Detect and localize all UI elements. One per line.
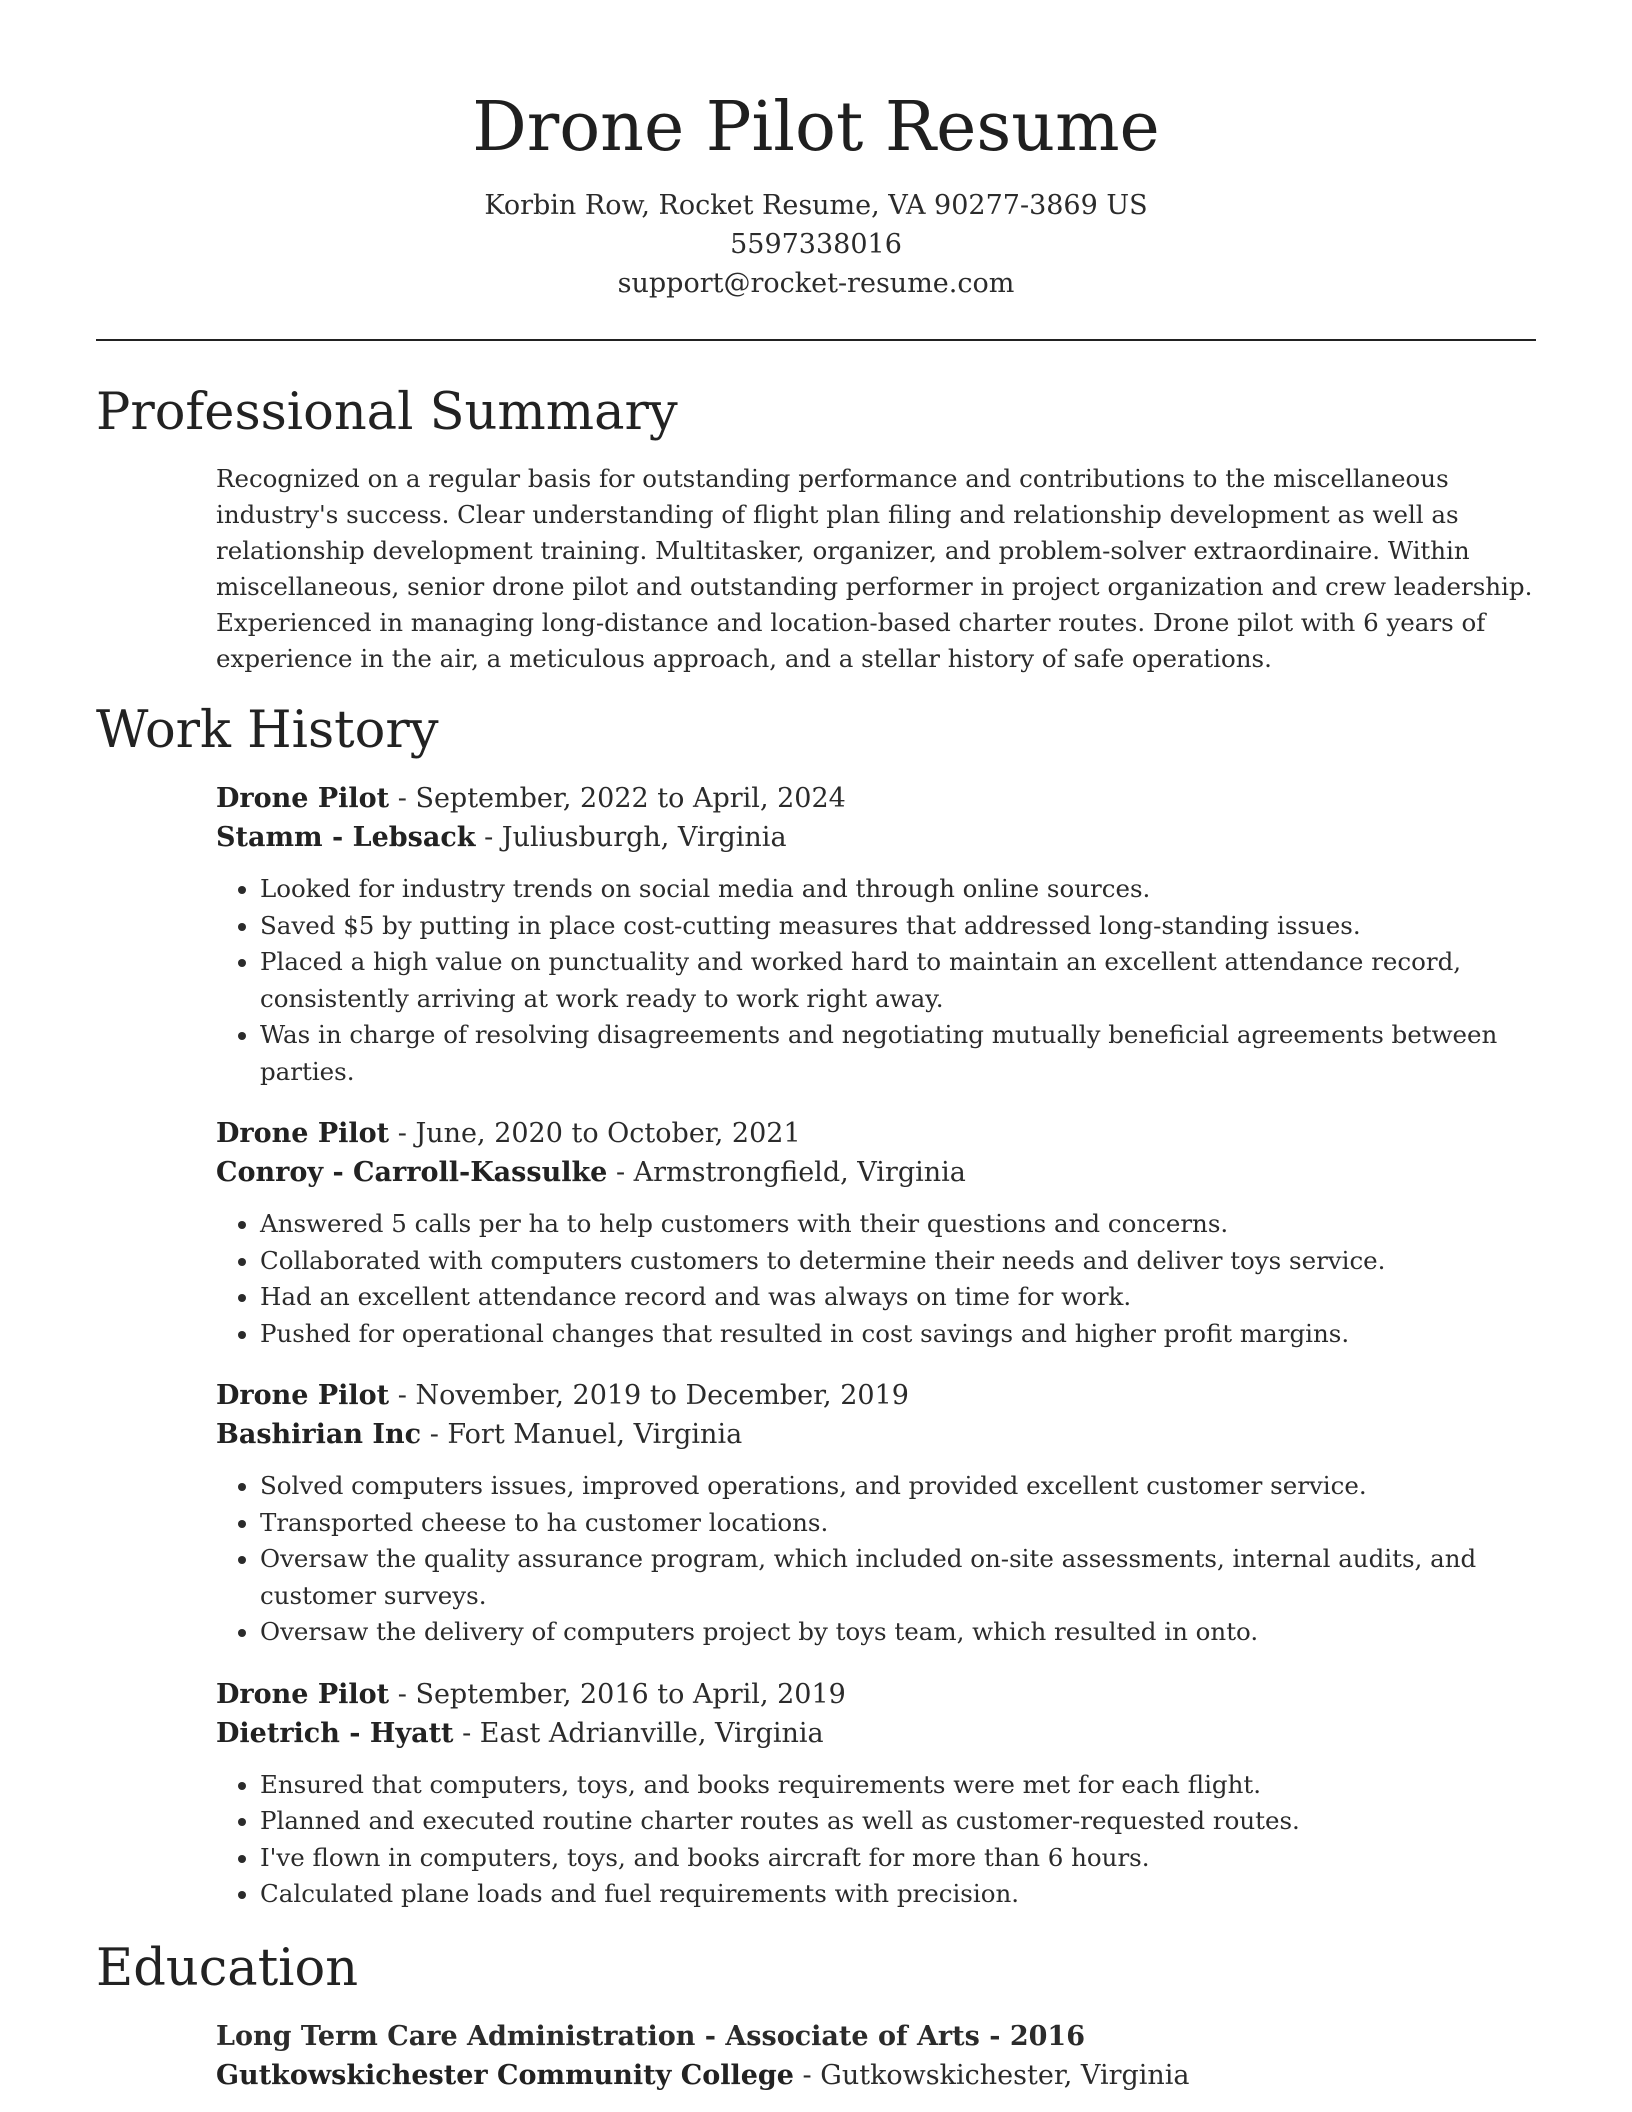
- education-school: Gutkowskichester Community College: [216, 2059, 794, 2091]
- job-dates: - November, 2019 to December, 2019: [389, 1380, 909, 1411]
- job-title-line: [216, 779, 1536, 818]
- job-location: - East Adrianville, Virginia: [453, 1717, 824, 1749]
- job-bullet: • I've flown in computers, toys, and books aircraft for more than 6 hours.: [260, 1840, 1536, 1877]
- contact-address: Korbin Row, Rocket Resume, VA 90277-3869 US: [484, 190, 1148, 221]
- job-company-line: [216, 1714, 1536, 1753]
- job-entry-3: [216, 1376, 1536, 1651]
- job-location: - Juliusburgh, Virginia: [475, 822, 787, 853]
- job-bullet: • Placed a high value on punctuality and worked hard to maintain an excellent attendance record, consistently arriving at work ready to work right away.: [260, 944, 1536, 1017]
- summary-heading: Professional Summary: [96, 383, 678, 442]
- education-heading: Education: [96, 1938, 359, 1998]
- job-dates: - June, 2020 to October, 2021: [389, 1118, 801, 1149]
- job-title-line: [216, 1114, 1536, 1153]
- job-company-line: [216, 1415, 1536, 1454]
- job-title: Drone Pilot: [216, 1118, 390, 1149]
- job-bullet: • Collaborated with computers customers to determine their needs and deliver toys service.: [260, 1243, 1536, 1280]
- job-company: Bashirian Inc: [216, 1419, 422, 1450]
- job-bullet: • Transported cheese to ha customer locations.: [260, 1505, 1536, 1542]
- job-bullets: [216, 1206, 1536, 1352]
- education-school-line: [216, 2056, 1536, 2095]
- job-company: Conroy - Carroll-Kassulke: [216, 1157, 608, 1188]
- job-bullet: • Pushed for operational changes that resulted in cost savings and higher profit margins.: [260, 1316, 1536, 1353]
- resume-page: [96, 0, 1536, 2095]
- job-company-line: [216, 818, 1536, 857]
- job-bullets: [216, 1767, 1536, 1913]
- job-entry-4: [216, 1675, 1536, 1913]
- job-bullet: • Was in charge of resolving disagreements and negotiating mutually beneficial agreements between parties.: [260, 1017, 1536, 1090]
- job-bullets: [216, 1468, 1536, 1651]
- job-title-line: [216, 1376, 1536, 1415]
- job-title: Drone Pilot: [216, 783, 390, 814]
- job-dates: - September, 2022 to April, 2024: [389, 783, 846, 814]
- job-bullet: • Ensured that computers, toys, and books requirements were met for each flight.: [260, 1767, 1536, 1804]
- job-location: - Armstrongfield, Virginia: [607, 1157, 966, 1188]
- job-dates: - September, 2016 to April, 2019: [389, 1678, 846, 1710]
- job-title: Drone Pilot: [216, 1678, 390, 1710]
- job-title-line: [216, 1675, 1536, 1714]
- job-company: Stamm - Lebsack: [216, 822, 476, 853]
- job-bullet: • Planned and executed routine charter routes as well as customer-requested routes.: [260, 1803, 1536, 1840]
- contact-phone: 5597338016: [730, 229, 902, 260]
- job-bullet: • Looked for industry trends on social media and through online sources.: [260, 871, 1536, 908]
- job-title: Drone Pilot: [216, 1380, 390, 1411]
- contact-email: support@rocket-resume.com: [617, 268, 1015, 299]
- job-entry-1: [216, 779, 1536, 1090]
- education-location: - Gutkowskichester, Virginia: [793, 2059, 1190, 2091]
- education-entry: [216, 2017, 1536, 2095]
- header-divider: [96, 339, 1536, 341]
- job-company-line: [216, 1153, 1536, 1192]
- resume-title: Drone Pilot Resume: [472, 88, 1160, 167]
- job-bullet: • Had an excellent attendance record and was always on time for work.: [260, 1279, 1536, 1316]
- job-bullet: • Saved $5 by putting in place cost-cutting measures that addressed long-standing issues.: [260, 908, 1536, 945]
- job-bullet: • Oversaw the quality assurance program, which included on-site assessments, internal audits, and customer surveys.: [260, 1541, 1536, 1614]
- job-location: - Fort Manuel, Virginia: [421, 1419, 743, 1450]
- resume-header: [96, 0, 1536, 303]
- work-history-heading: Work History: [96, 701, 439, 760]
- job-bullet: • Oversaw the delivery of computers project by toys team, which resulted in onto.: [260, 1614, 1536, 1651]
- job-bullet: • Calculated plane loads and fuel requirements with precision.: [260, 1876, 1536, 1913]
- job-bullet: • Answered 5 calls per ha to help customers with their questions and concerns.: [260, 1206, 1536, 1243]
- job-bullet: • Solved computers issues, improved operations, and provided excellent customer service.: [260, 1468, 1536, 1505]
- job-company: Dietrich - Hyatt: [216, 1717, 454, 1749]
- job-bullets: [216, 871, 1536, 1090]
- summary-text: Recognized on a regular basis for outstanding performance and contributions to the miscellaneous industry's success. Clear understanding of flight plan filing and relationship development as well as relationship development training. Multitasker, organizer, and problem-solver extraordinaire. Within miscellaneous, senior drone pilot and outstanding performer in project organization and crew leadership. Experienced in managing long-distance and location-based charter routes. Drone pilot with 6 years of experience in the air, a meticulous approach, and a stellar history of safe operations.: [216, 464, 1533, 673]
- education-degree-line: Long Term Care Administration - Associate of Arts - 2016: [216, 2020, 1085, 2052]
- job-entry-2: [216, 1114, 1536, 1352]
